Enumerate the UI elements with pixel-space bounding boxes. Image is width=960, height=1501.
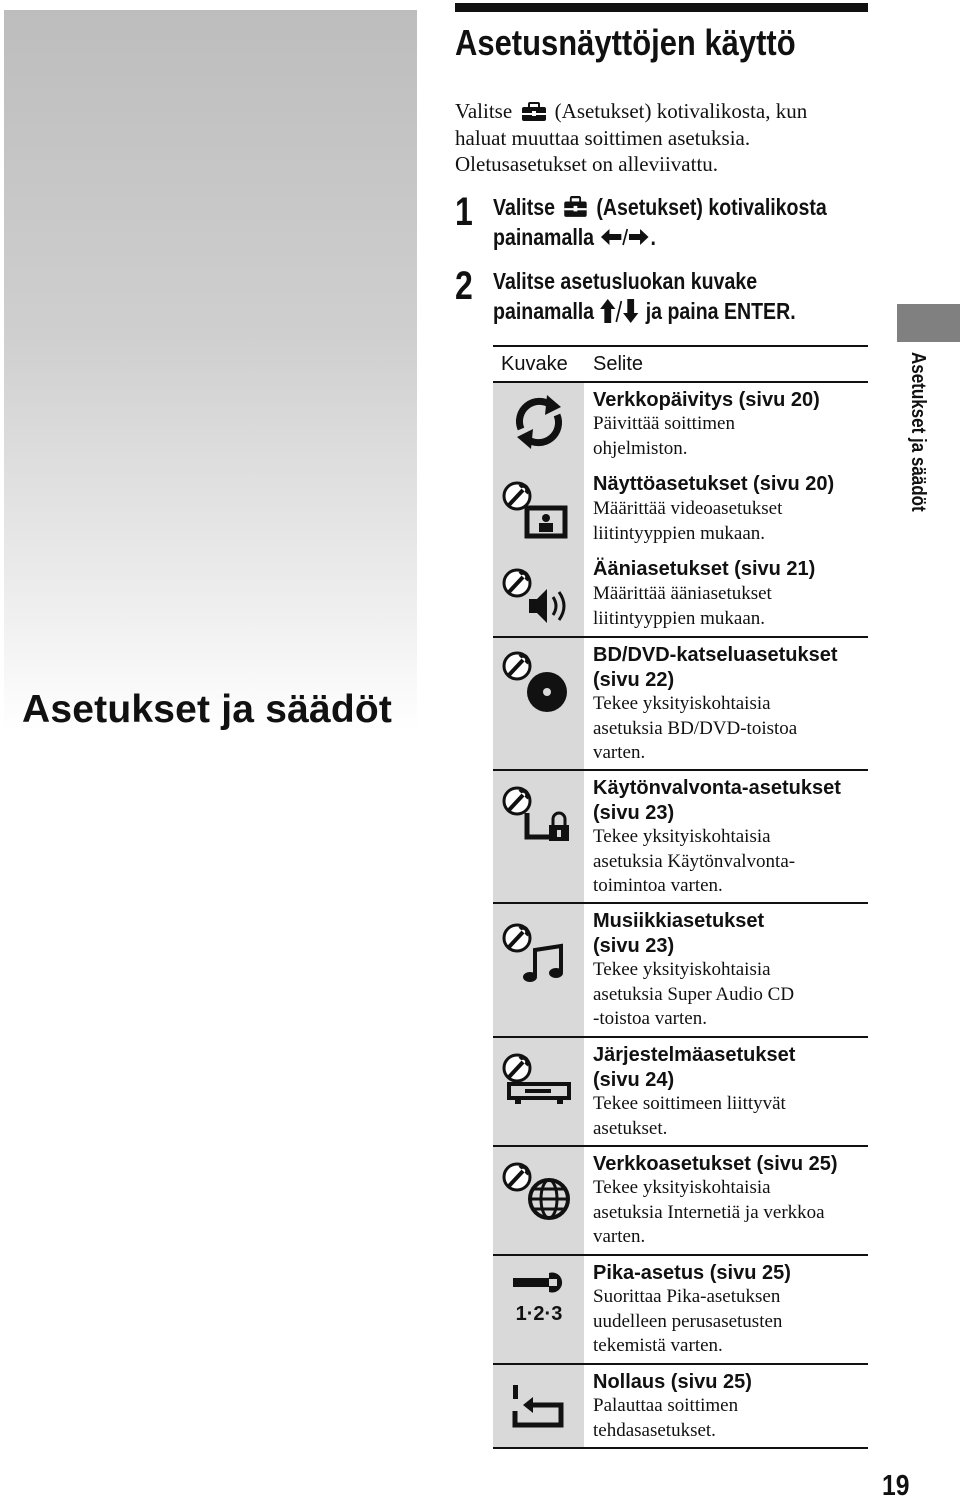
- table-row: [493, 551, 868, 636]
- row-description-line: Tekee soittimeen liittyvät: [593, 1093, 786, 1114]
- row-title-line: Verkkoasetukset (sivu 25): [593, 1153, 838, 1175]
- row-description: [593, 1176, 825, 1250]
- up-down-arrow-icon: [599, 298, 640, 324]
- table-row: [493, 902, 868, 1036]
- reset-icon: [499, 1375, 579, 1445]
- step-text-part: painamalla: [493, 298, 595, 324]
- audio-settings-icon: [499, 565, 579, 635]
- section-banner: [4, 10, 417, 732]
- parental-control-icon: [499, 783, 579, 853]
- row-title-line: (sivu 24): [593, 1069, 675, 1091]
- row-title-line: (sivu 22): [593, 669, 675, 691]
- update-icon: [499, 387, 579, 457]
- step-number: 2: [455, 264, 473, 308]
- row-title-line: Nollaus (sivu 25): [593, 1371, 752, 1393]
- table-header: [493, 345, 868, 381]
- screen-settings-icon: [499, 478, 579, 548]
- step-text-part: (Asetukset) kotivalikosta: [596, 194, 827, 220]
- row-title: [593, 1043, 795, 1093]
- left-right-arrow-icon: [599, 226, 650, 248]
- toolbox-icon: [521, 102, 547, 122]
- row-description-line: liitintyyppien mukaan.: [593, 607, 766, 629]
- row-description-line: Tekee yksityiskohtaisia: [593, 1177, 771, 1198]
- intro-line-1: [455, 98, 865, 125]
- row-description-line: uudelleen perusasetusten: [593, 1310, 783, 1332]
- table-row: [493, 466, 868, 551]
- row-title: [593, 909, 764, 959]
- row-divider: [493, 1363, 868, 1365]
- side-tab-marker: [897, 304, 960, 342]
- system-settings-icon: [499, 1050, 579, 1120]
- row-divider: [493, 1254, 868, 1256]
- row-title: [593, 1370, 752, 1395]
- easy-setup-label: 1·2·3: [515, 1303, 563, 1325]
- row-description-line: -toistoa varten.: [593, 1008, 707, 1029]
- row-description-line: Päivittää soittimen: [593, 413, 735, 434]
- row-title-line: Järjestelmäasetukset: [593, 1044, 796, 1066]
- row-description: [593, 1092, 786, 1141]
- row-description-line: tehdasasetukset.: [593, 1419, 716, 1441]
- row-title-line: Musiikkiasetukset: [593, 910, 765, 932]
- row-description-line: asetuksia Käytönvalvonta-: [593, 850, 796, 872]
- row-title-line: Käytönvalvonta-asetukset: [593, 777, 841, 799]
- table-row: [493, 769, 868, 903]
- row-description-line: Määrittää ääniasetukset: [593, 583, 772, 604]
- row-description-line: Tekee yksityiskohtaisia: [593, 826, 771, 847]
- music-settings-icon: [499, 920, 579, 990]
- row-description: [593, 1394, 738, 1443]
- row-description-line: liitintyyppien mukaan.: [593, 522, 766, 544]
- easy-setup-icon: [499, 1264, 579, 1334]
- row-description: [593, 958, 794, 1032]
- intro-line-3: Oletusasetukset on alleviivattu.: [455, 151, 719, 176]
- row-title: [593, 557, 815, 582]
- row-description: [593, 497, 782, 546]
- toolbox-icon: [563, 196, 589, 218]
- row-description: [593, 692, 797, 766]
- row-description-line: varten.: [593, 742, 646, 763]
- row-description-line: ohjelmiston.: [593, 437, 688, 459]
- step-text-part: Valitse: [493, 194, 555, 220]
- row-title-line: BD/DVD-katseluasetukset: [593, 644, 838, 666]
- row-description-line: Suorittaa Pika-asetuksen: [593, 1286, 781, 1307]
- row-divider: [493, 1036, 868, 1038]
- column-header-description: Selite: [593, 353, 644, 375]
- step-text: [493, 192, 827, 252]
- row-title-line: Verkkopäivitys (sivu 20): [593, 389, 820, 411]
- row-description: [593, 1285, 782, 1359]
- column-header-icon: Kuvake: [501, 353, 568, 375]
- row-divider: [493, 902, 868, 904]
- row-description-line: asetuksia Internetiä ja verkkoa: [593, 1201, 825, 1223]
- row-description-line: toimintoa varten.: [593, 875, 723, 896]
- row-title: [593, 1152, 838, 1177]
- side-tab-label: Asetukset ja säädöt: [907, 352, 929, 512]
- top-rule: [455, 3, 868, 12]
- row-description-line: asetukset.: [593, 1117, 668, 1139]
- page-title: Asetusnäyttöjen käyttö: [455, 22, 796, 63]
- row-description-line: asetuksia Super Audio CD: [593, 983, 795, 1005]
- intro-text: (Asetukset) kotivalikosta, kun: [554, 99, 808, 123]
- row-title-line: Ääniasetukset (sivu 21): [593, 558, 816, 580]
- table-row: [493, 1036, 868, 1145]
- row-description-line: Määrittää videoasetukset: [593, 498, 783, 519]
- row-title: [593, 776, 841, 826]
- disc-settings-icon: [499, 648, 579, 718]
- row-title: [593, 388, 820, 413]
- row-title-line: Näyttöasetukset (sivu 20): [593, 473, 835, 495]
- row-title: [593, 472, 834, 497]
- table-row: [493, 1254, 868, 1363]
- step-text-part: ja paina ENTER.: [645, 298, 796, 324]
- row-divider: [493, 381, 868, 383]
- table-row: [493, 381, 868, 465]
- row-title: [593, 643, 838, 693]
- step-text-part: Valitse asetusluokan kuvake: [493, 268, 758, 294]
- table-row: [493, 1363, 868, 1449]
- intro-paragraph: [455, 98, 865, 177]
- intro-text: Valitse: [455, 99, 513, 123]
- row-description-line: Tekee yksityiskohtaisia: [593, 959, 771, 980]
- row-description-line: Tekee yksityiskohtaisia: [593, 693, 771, 714]
- row-description: [593, 412, 735, 461]
- step-text-part: painamalla: [493, 224, 595, 250]
- row-description-line: tekemistä varten.: [593, 1335, 723, 1356]
- table-row: [493, 636, 868, 770]
- row-title-line: Pika-asetus (sivu 25): [593, 1262, 791, 1284]
- row-divider: [493, 1145, 868, 1147]
- step-text-part: .: [650, 224, 656, 250]
- row-description-line: Palauttaa soittimen: [593, 1395, 739, 1416]
- row-description: [593, 825, 795, 899]
- intro-line-2: haluat muuttaa soittimen asetuksia.: [455, 125, 751, 150]
- row-description: [593, 582, 772, 631]
- row-divider: [493, 769, 868, 771]
- row-description-line: varten.: [593, 1226, 646, 1247]
- table-row: [493, 1145, 868, 1254]
- row-title: [593, 1261, 791, 1286]
- row-title-line: (sivu 23): [593, 935, 675, 957]
- row-title-line: (sivu 23): [593, 802, 675, 824]
- step-number: 1: [455, 190, 473, 234]
- network-settings-icon: [499, 1159, 579, 1229]
- settings-table: [493, 345, 868, 381]
- row-divider: [493, 636, 868, 638]
- step-text: [493, 266, 796, 328]
- section-title: Asetukset ja säädöt: [22, 688, 393, 731]
- row-description-line: asetuksia BD/DVD-toistoa: [593, 717, 798, 739]
- page-number: 19: [882, 1470, 910, 1501]
